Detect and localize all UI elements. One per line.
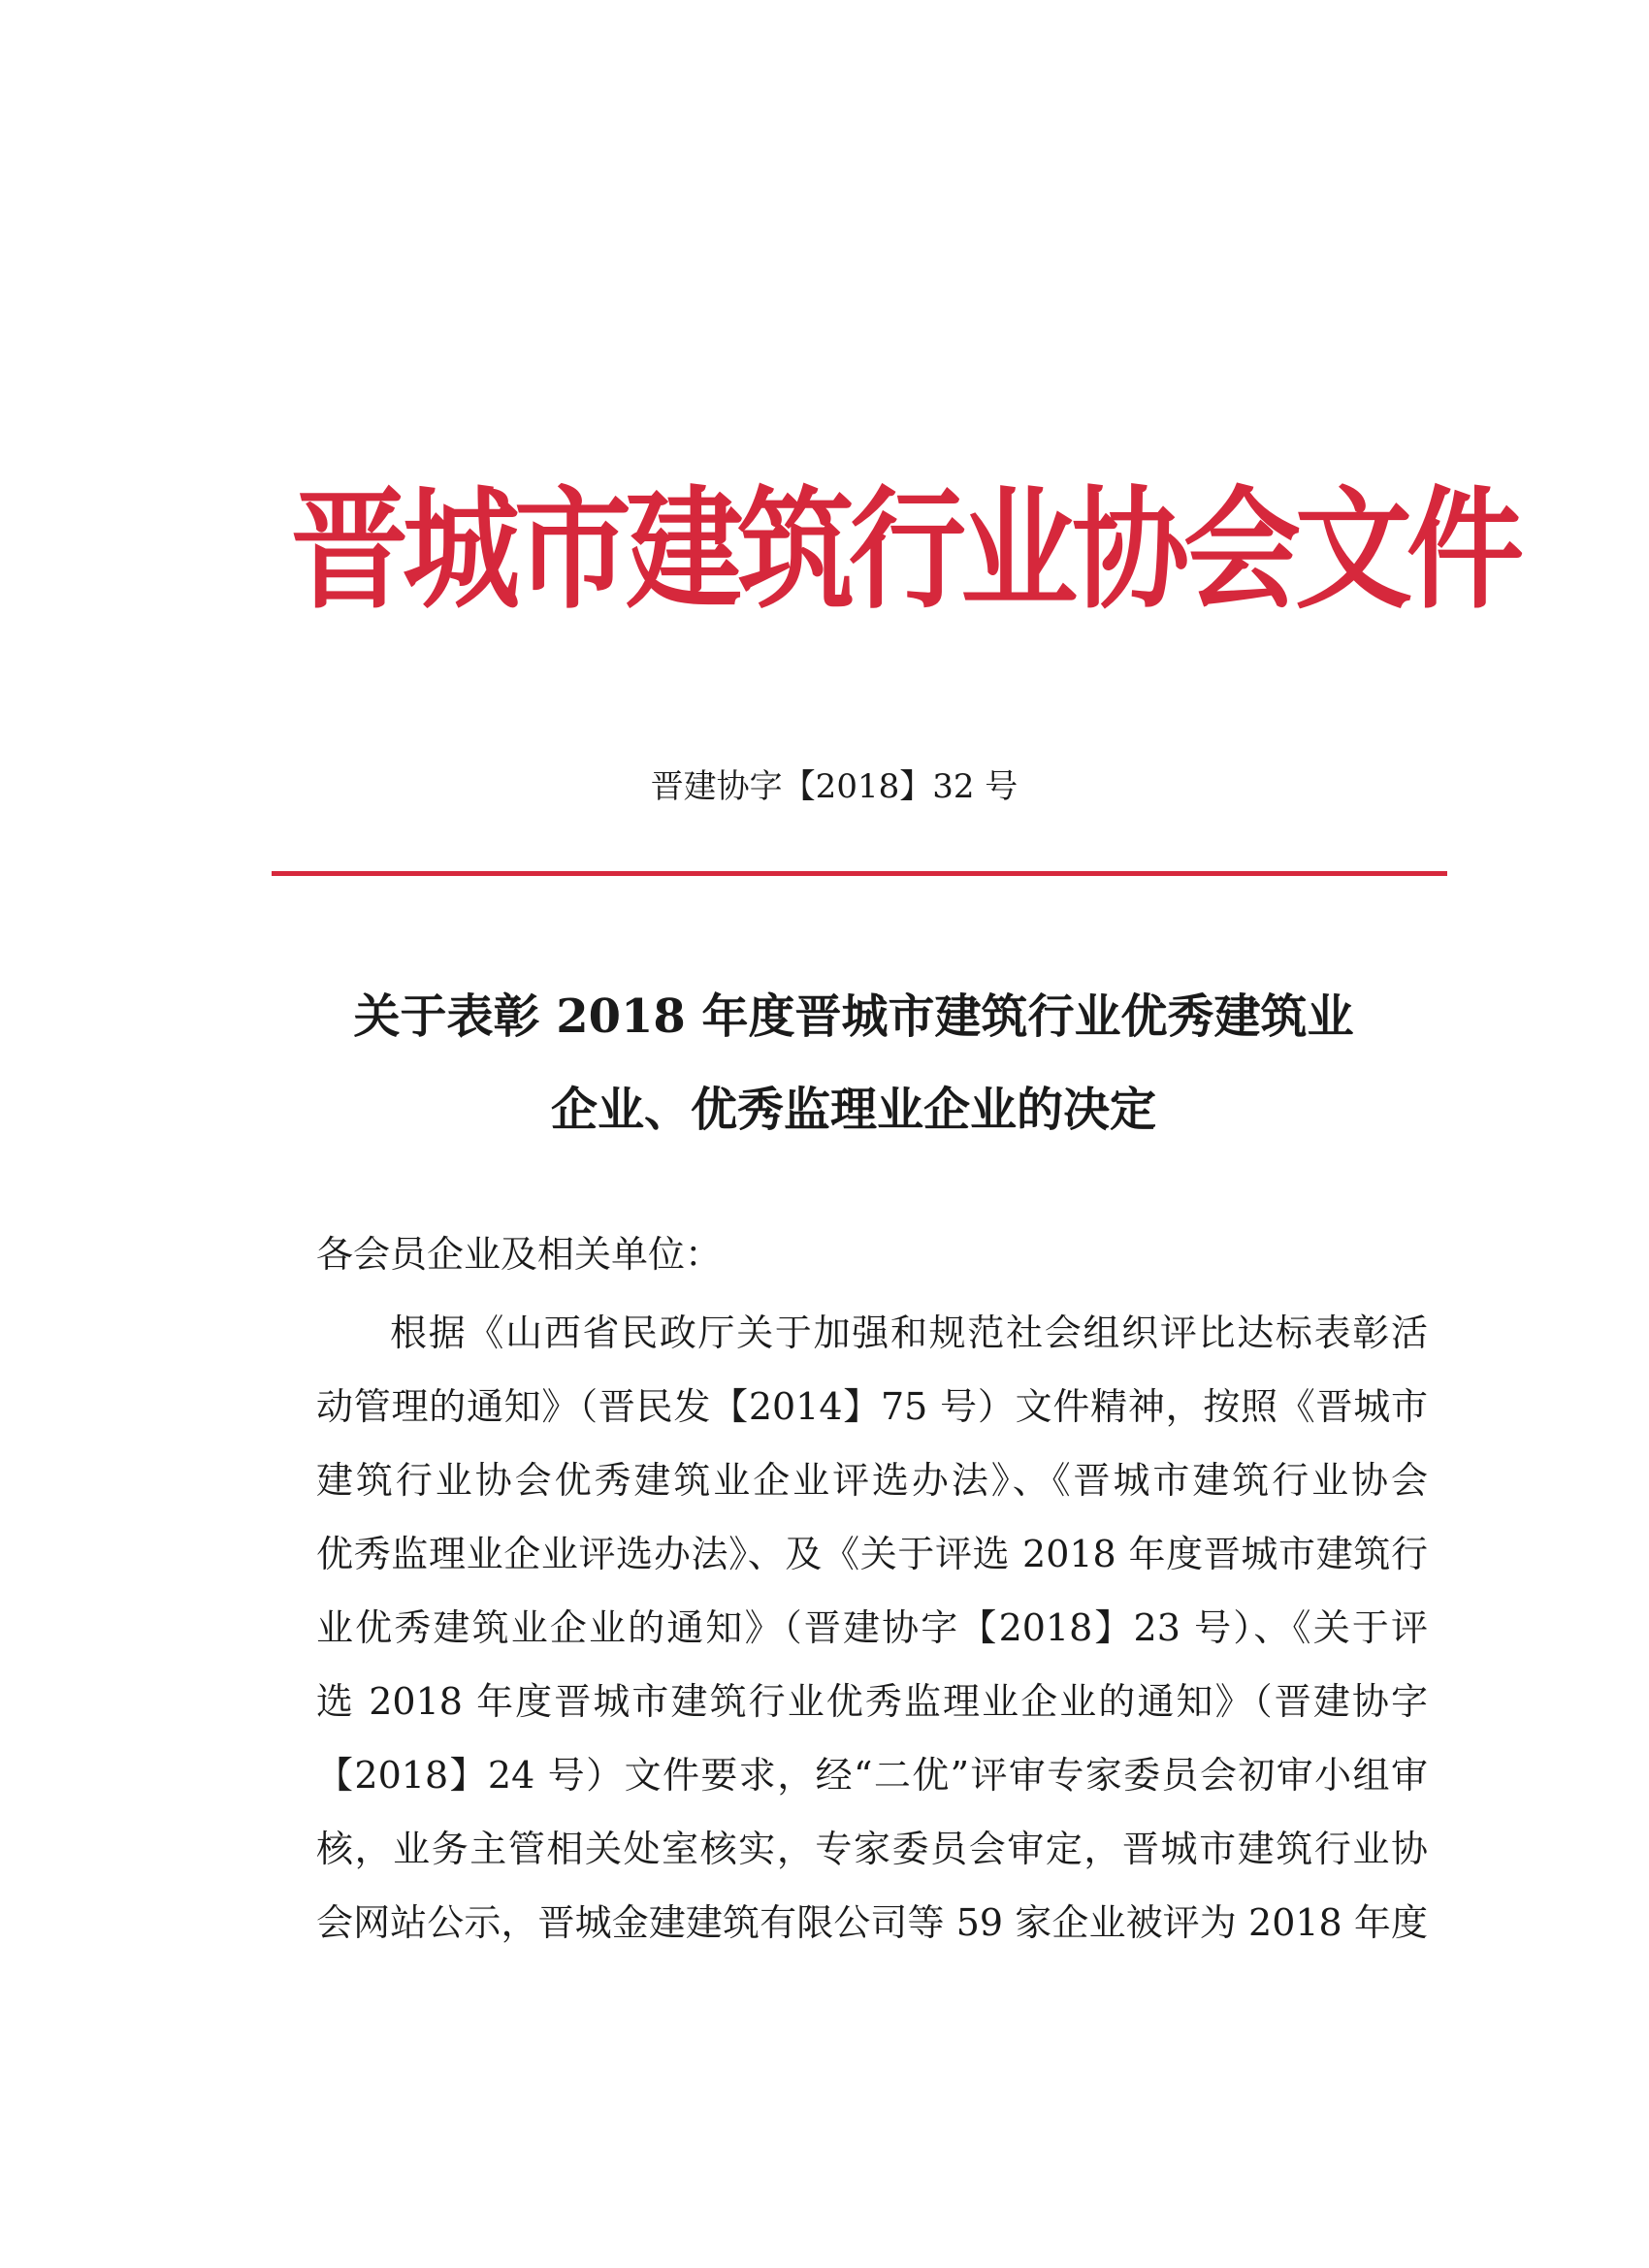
document-number: 晋建协字【2018】32 号: [650, 767, 1018, 806]
body-line: 动管理的通知》（晋民发【2014】75 号）文件精神，按照《晋城市: [316, 1385, 1428, 1428]
body-paragraph: [316, 1296, 1428, 1960]
body-line: 会网站公示，晋城金建建筑有限公司等 59 家企业被评为 2018 年度: [316, 1901, 1428, 1944]
body-line: 业优秀建筑业企业的通知》（晋建协字【2018】23 号）、《关于评: [316, 1606, 1428, 1649]
body-line: 【2018】24 号）文件要求，经“二优”评审专家委员会初审小组审: [316, 1754, 1428, 1797]
salutation: 各会员企业及相关单位：: [316, 1233, 723, 1276]
body-line: 根据《山西省民政厅关于加强和规范社会组织评比达标表彰活: [390, 1312, 1428, 1354]
body-line: 建筑行业协会优秀建筑业企业评选办法》、《晋城市建筑行业协会: [316, 1459, 1428, 1502]
org-header-title: 晋城市建筑行业协会文件: [291, 473, 1519, 628]
decision-title: [310, 970, 1397, 1156]
body-line: 优秀监理业企业评选办法》、及《关于评选 2018 年度晋城市建筑行: [316, 1533, 1428, 1575]
decision-title-line: 关于表彰 2018 年度晋城市建筑行业优秀建筑业: [353, 989, 1354, 1044]
red-divider-line: [272, 871, 1447, 876]
body-line: 选 2018 年度晋城市建筑行业优秀监理业企业的通知》（晋建协字: [316, 1680, 1428, 1723]
body-line: 核，业务主管相关处室核实，专家委员会审定，晋城市建筑行业协: [316, 1828, 1428, 1870]
decision-title-line: 企业、优秀监理业企业的决定: [550, 1083, 1156, 1137]
